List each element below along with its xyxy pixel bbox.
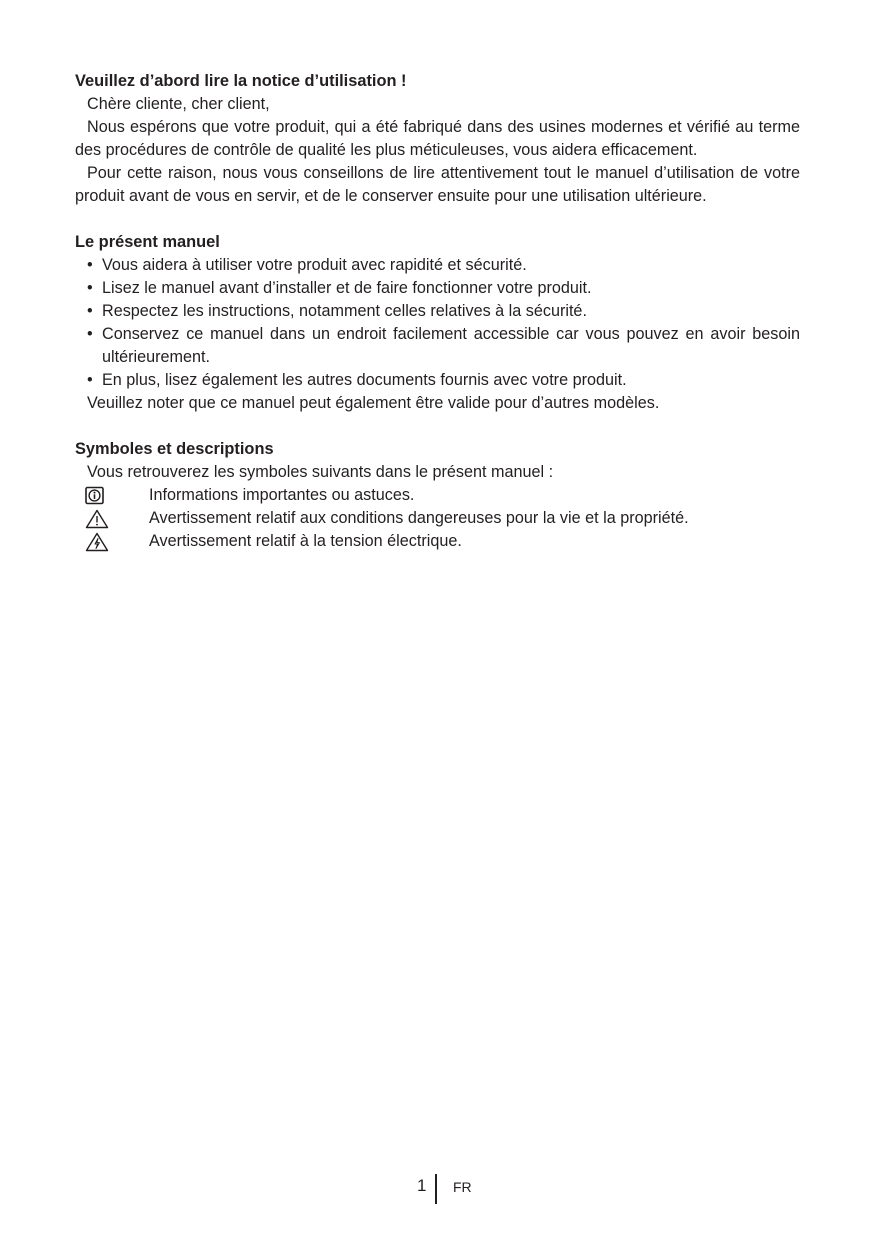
manual-section [75, 231, 800, 415]
list-item-text: En plus, lisez également les autres documents fournis avec votre produit. [102, 371, 627, 389]
info-icon [75, 486, 149, 505]
bullet-marker: • [87, 325, 93, 343]
warning-icon [75, 509, 149, 529]
page-content [75, 70, 800, 576]
list-item-text: Respectez les instructions, notamment celles relatives à la sécurité. [102, 302, 587, 320]
list-item-text: Lisez le manuel avant d’installer et de faire fonctionner votre produit. [102, 279, 592, 297]
symbols-section [75, 438, 800, 553]
list-item [75, 300, 800, 323]
list-item [75, 369, 800, 392]
symbol-row-electric [75, 530, 800, 553]
bullet-marker: • [87, 256, 93, 274]
symbol-row-warning [75, 507, 800, 530]
footer-divider [435, 1174, 437, 1204]
bullet-marker: • [87, 371, 93, 389]
manual-bullet-list [75, 254, 800, 392]
list-item [75, 254, 800, 277]
page-number: 1 [417, 1176, 427, 1195]
page-footer [0, 1174, 875, 1206]
symbols-intro: Vous retrouverez les symboles suivants dans le présent manuel : [87, 463, 554, 481]
intro-paragraph: Nous espérons que votre produit, qui a été fabriqué dans des usines modernes et vérifié au terme des procédures de contrôle de qualité les plus méticuleuses, vous aidera efficacement. [75, 118, 800, 159]
list-item [75, 277, 800, 300]
bullet-marker: • [87, 302, 93, 320]
symbol-description: Avertissement relatif à la tension électrique. [149, 532, 462, 550]
list-item-text: Conservez ce manuel dans un endroit facilement accessible car vous pouvez en avoir besoin ultérieurement. [102, 325, 800, 366]
symbol-description: Informations importantes ou astuces. [149, 486, 415, 504]
manual-heading: Le présent manuel [75, 233, 220, 251]
language-code: FR [453, 1179, 472, 1195]
list-item-text: Vous aidera à utiliser votre produit avec rapidité et sécurité. [102, 256, 527, 274]
advice-paragraph: Pour cette raison, nous vous conseillons de lire attentivement tout le manuel d’utilisation de votre produit avant de vous en servir, et de le conserver ensuite pour une utilisation ultérieure. [75, 164, 800, 205]
symbol-description: Avertissement relatif aux conditions dangereuses pour la vie et la propriété. [149, 509, 689, 527]
bullet-marker: • [87, 279, 93, 297]
list-item [75, 323, 800, 369]
intro-heading: Veuillez d’abord lire la notice d’utilisation ! [75, 72, 407, 90]
symbols-heading: Symboles et descriptions [75, 440, 274, 458]
electric-warning-icon [75, 532, 149, 552]
models-note: Veuillez noter que ce manuel peut également être valide pour d’autres modèles. [87, 394, 660, 412]
intro-section [75, 70, 800, 208]
greeting-paragraph: Chère cliente, cher client, [87, 95, 270, 113]
symbol-row-info [75, 484, 800, 507]
